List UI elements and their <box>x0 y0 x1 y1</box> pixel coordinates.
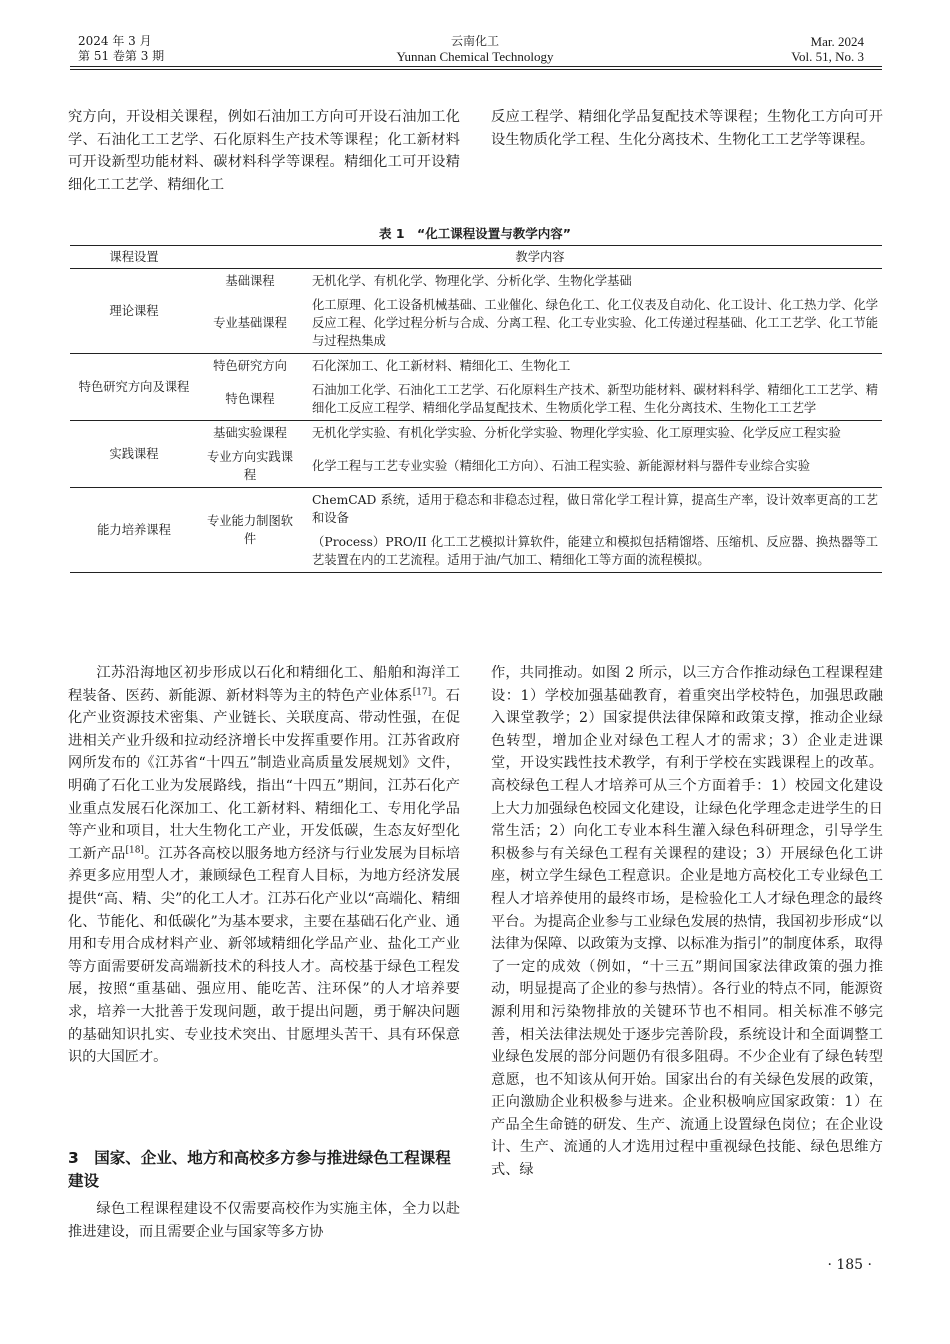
body-paragraph-jiangsu <box>68 662 460 1069</box>
course-table <box>70 245 882 573</box>
header-rule-thick <box>70 66 882 67</box>
page-number: · 185 · <box>827 1257 872 1273</box>
top-right-column <box>491 106 883 151</box>
row-subcategory: 基础实验课程 <box>198 421 302 446</box>
row-content: ChemCAD 系统，适用于稳态和非稳态过程，做日常化学工程计算，提高生产率，设计效率更高的工艺和设备 <box>302 488 882 531</box>
header-date-en: Mar. 2024 <box>810 34 864 49</box>
table-row <box>70 421 882 446</box>
body-paragraph-section3: 绿色工程课程建设不仅需要高校作为实施主体，全力以赴推进建设，而且需要企业与国家等多方协 <box>68 1201 460 1240</box>
row-content: 无机化学实验、有机化学实验、分析化学实验、物理化学实验、化工原理实验、化学反应工程实验 <box>302 421 882 446</box>
body-paragraph-cooperation: 作，共同推动。如图 2 所示，以三方合作推动绿色工程课程建设：1）学校加强基础教育，着重突出学校特色，加强思政融入课堂教学；2）国家提供法律保障和政策支撑，推动企业绿色转型，增加企业对绿色工程人才的需求；3）企业走进课堂，开设实践性技术教学，有利于学校在实践课程上的改革。高校绿色工程人才培养可从三个方面着手：1）校园文化建设上大力加强绿色校园文化建设，让绿色化学理念走进学生的日常生活；2）向化工专业本科生灌入绿色科研理念，引导学生积极参与有关绿色工程有关课程的建设；3）开展绿色化工讲座，树立学生绿色工程意识。企业是地方高校化工专业绿色工程人才培养使用的最终市场，是检验化工人才绿色理念的最终平台。为提高企业参与工业绿色发展的热情，我国初步形成“以法律为保障、以政策为支撑、以标准为指引”的制度体系，取得了一定的成效（例如，“十三五”期间国家法律政策的强力推动，明显提高了企业的参与热情）。各行业的特点不同，能源资源利用和污染物排放的关键环节也不相同。相关标准不够完善，相关法律法规处于逐步完善阶段，系统设计和全面调整工业绿色发展的部分问题仍有很多阻碍。不少企业有了绿色转型意愿，也不知该从何开始。国家出台的有关绿色发展的政策，正向激励企业积极参与进来。企业积极响应国家政策：1）在产品全生命链的研发、生产、流通上设置绿色岗位；在企业设计、生产、流通的人才选用过程中重视绿色技能、绿色思维方式、绿 <box>491 665 883 1179</box>
top-left-paragraph: 究方向，开设相关课程，例如石油加工方向可开设石油加工化学、石油化工工艺学、石化原料生产技术等课程；化工新材料可开设新型功能材料、碳材料科学等课程。精细化工可开设精细化工工艺学、精细化工 <box>68 109 460 193</box>
section-heading-3: 3 国家、企业、地方和高校多方参与推进绿色工程课程建设 <box>68 1149 451 1190</box>
table-header-row <box>70 246 882 269</box>
body-left-column-2 <box>68 1198 460 1243</box>
row-content: 无机化学、有机化学、物理化学、分析化学、生物化学基础 <box>312 274 632 288</box>
col-header-setting: 课程设置 <box>70 246 198 269</box>
header-date: 2024 年 3 月 <box>78 34 152 48</box>
group-ability: 能力培养课程 <box>70 488 198 573</box>
group-featured: 特色研究方向及课程 <box>70 354 198 421</box>
table-row <box>70 269 882 294</box>
row-subcategory: 特色课程 <box>225 392 275 406</box>
header-volume-en: Vol. 51, No. 3 <box>791 49 864 64</box>
para-text-part: 江苏沿海地区初步形成以石化和精细化工、船舶和海洋工程装备、医药、新能源、新材料等为主的特色产业体系 <box>68 665 460 704</box>
row-subcategory: 专业基础课程 <box>213 316 287 330</box>
header-right <box>791 34 864 64</box>
row-content: 石化深加工、化工新材料、精细化工、生物化工 <box>302 354 882 379</box>
citation-18[interactable]: [18] <box>125 845 144 856</box>
row-content: 化学工程与工艺专业实验（精细化工方向）、石油工程实验、新能源材料与器件专业综合实验 <box>312 459 811 473</box>
journal-title-en: Yunnan Chemical Technology <box>396 49 554 64</box>
col-header-content: 教学内容 <box>198 246 882 269</box>
row-content: 石油加工化学、石油化工工艺学、石化原料生产技术、新型功能材料、碳材料科学、精细化工工艺学、精细化工反应工程学、精细化学品复配技术、生物质化学工程、生化分离技术、生物化工工艺学 <box>312 383 878 415</box>
table-row <box>70 488 882 531</box>
header-volume: 第 51 卷第 3 期 <box>78 49 165 63</box>
para-text-part: 。石化产业资源技术密集、产业链长、关联度高、带动性强，在促进相关产业升级和拉动经济增长中发挥重要作用。江苏省政府网所发布的《江苏省“十四五”制造业高质量发展规划》文件，明确了石化工业为发展路线，指出“十四五”期间，江苏石化产业重点发展石化深加工、化工新材料、精细化工、专用化学品等产业和项目，壮大生物化工产业，开发低碳，生态友好型化工新产品 <box>68 687 460 862</box>
header-rule-thin <box>70 69 882 70</box>
body-right-column <box>491 662 883 1182</box>
table-row <box>70 354 882 379</box>
row-subcategory: 基础课程 <box>225 274 275 288</box>
row-content: 化工原理、化工设备机械基础、工业催化、绿色化工、化工仪表及自动化、化工设计、化工热力学、化学反应工程、化学过程分析与合成、分离工程、化工专业实验、化工传递过程基础、化工工艺学、化工节能与过程热集成 <box>312 298 878 348</box>
row-content: （Process）PRO/II 化工工艺模拟计算软件，能建立和模拟包括精馏塔、压缩机、反应器、换热器等工艺装置在内的工艺流程。适用于油/气加工、精细化工等方面的流程模拟。 <box>312 535 878 567</box>
row-subcategory: 专业方向实践课程 <box>206 450 294 482</box>
row-subcategory: 特色研究方向 <box>198 354 302 379</box>
body-left-column <box>68 662 460 1069</box>
top-right-paragraph: 反应工程学、精细化学品复配技术等课程；生物化工方向可开设生物质化学工程、生化分离技术、生物化工工艺学等课程。 <box>491 109 883 148</box>
journal-title-cn: 云南化工 <box>450 34 499 48</box>
table-caption: 表 1 “化工课程设置与教学内容” <box>379 226 571 241</box>
group-theory: 理论课程 <box>109 304 159 318</box>
para-text-part: 。江苏各高校以服务地方经济与行业发展为目标培养更多应用型人才，兼顾绿色工程育人目标，为地方经济发展提供“高、精、尖”的化工人才。江苏石化产业以“高端化、精细化、节能化、和低碳化”为基本要求，主要在基础石化产业、通用和专用合成材料产业、新邻域精细化学品产业、盐化工产业等方面需要研发高端新技术的科技人才。高校基于绿色工程发展，按照“重基础、强应用、能吃苦、注环保”的人才培养要求，培养一大批善于发现问题，敢于提出问题，勇于解决问题的基础知识扎实、专业技术突出、甘愿埋头苦干、具有环保意识的大国匠才。 <box>68 845 460 1066</box>
row-subcategory: 专业能力制图软件 <box>198 488 302 573</box>
citation-17[interactable]: [17] <box>412 686 432 697</box>
group-practice: 实践课程 <box>70 421 198 488</box>
top-left-column <box>68 106 460 196</box>
